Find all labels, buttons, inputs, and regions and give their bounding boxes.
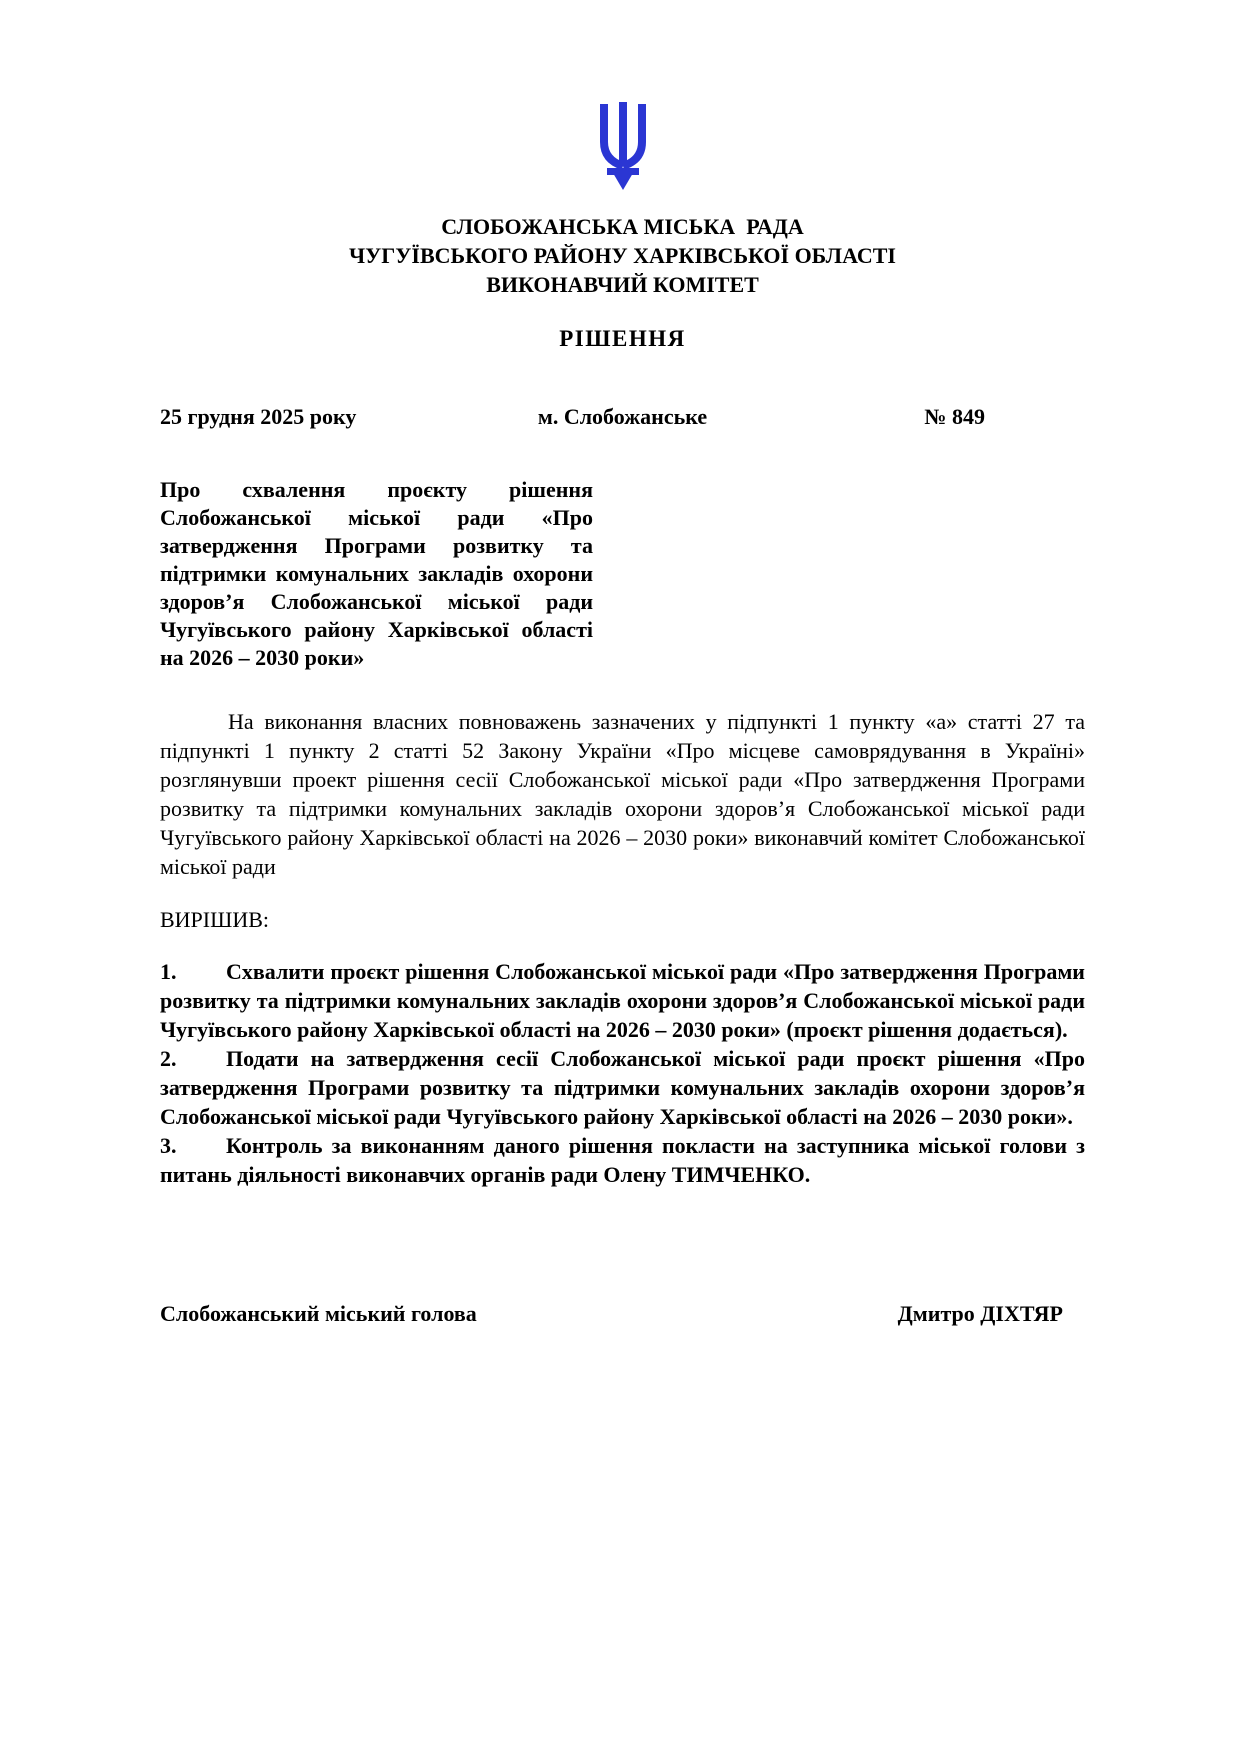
org-header bbox=[160, 212, 1085, 299]
org-name-line-3: ВИКОНАВЧИЙ КОМІТЕТ bbox=[486, 272, 759, 297]
org-name-line-2: ЧУГУЇВСЬКОГО РАЙОНУ ХАРКІВСЬКОЇ ОБЛАСТІ bbox=[348, 243, 896, 268]
meta-row bbox=[160, 404, 1085, 430]
resolved-label: ВИРІШИВ: bbox=[160, 907, 269, 932]
decision-item-2 bbox=[160, 1044, 1085, 1131]
signature-row bbox=[160, 1301, 1085, 1327]
document-number: № 849 bbox=[924, 404, 985, 429]
decision-item-1 bbox=[160, 957, 1085, 1044]
item-text: Схвалити проєкт рішення Слобожанської міської ради «Про затвердження Програми розвитку та підтримки комунальних закладів охорони здоров’я Слобожанської міської ради Чугуївського району Харківської області на 2026 – 2030 роки» (проєкт рішення додається). bbox=[160, 959, 1085, 1042]
signature-title: Слобожанський міський голова bbox=[160, 1301, 477, 1326]
item-number: 3. bbox=[160, 1133, 177, 1158]
decision-items bbox=[160, 957, 1085, 1189]
item-number: 2. bbox=[160, 1046, 177, 1071]
org-name-line-1: СЛОБОЖАНСЬКА МІСЬКА РАДА bbox=[441, 214, 804, 239]
signature-name: Дмитро ДІХТЯР bbox=[897, 1301, 1063, 1326]
document-date: 25 грудня 2025 року bbox=[160, 404, 357, 429]
document-place: м. Слобожанське bbox=[537, 404, 708, 429]
body-paragraph: На виконання власних повноважень зазначених у підпункті 1 пункту «а» статті 27 та підпункті 1 пункту 2 статті 52 Закону України «Про місцеве самоврядування в Україні» розглянувши проект рішення сесії Слобожанської міської ради «Про затвердження Програми розвитку та підтримки комунальних закладів охорони здоров’я Слобожанської міської ради Чугуївського району Харківської області на 2026 – 2030 роки» виконавчий комітет Слобожанської міської ради bbox=[160, 709, 1085, 879]
item-text: Контроль за виконанням даного рішення покласти на заступника міської голови з питань діяльності виконавчих органів ради Олену ТИМЧЕНКО. bbox=[160, 1133, 1085, 1187]
decision-item-3 bbox=[160, 1131, 1085, 1189]
document-type-title: РІШЕННЯ bbox=[559, 326, 686, 351]
item-text: Подати на затвердження сесії Слобожанської міської ради проєкт рішення «Про затвердження Програми розвитку та підтримки комунальних закладів охорони здоров’я Слобожанської міської ради Чугуївського району Харківської області на 2026 – 2030 роки». bbox=[160, 1046, 1085, 1129]
ukraine-trident-emblem-icon bbox=[594, 100, 652, 190]
subject-paragraph: Про схвалення проєкту рішення Слобожанської міської ради «Про затвердження Програми розвитку та підтримки комунальних закладів охорони здоров’я Слобожанської міської ради Чугуївського району Харківської області на 2026 – 2030 роки» bbox=[160, 477, 593, 670]
item-number: 1. bbox=[160, 959, 177, 984]
